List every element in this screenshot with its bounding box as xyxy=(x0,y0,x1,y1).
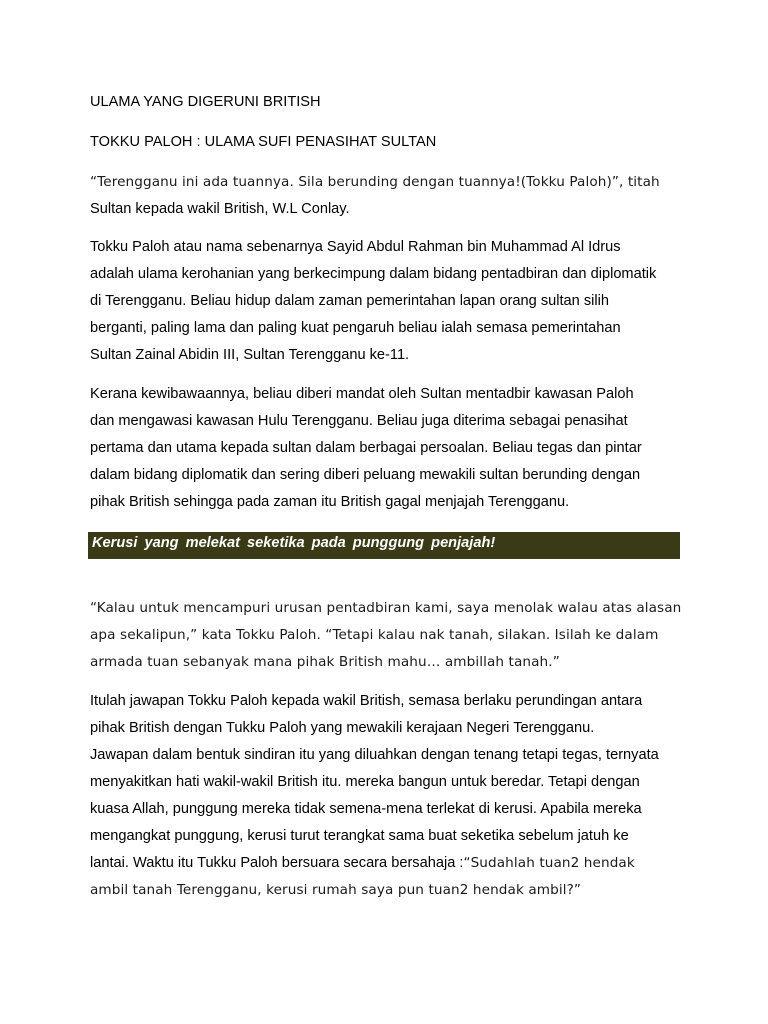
quote-line: Sultan kepada wakil British, W.L Conlay. xyxy=(90,201,350,217)
paragraph-line: pihak British dengan Tukku Paloh yang mewakili kerajaan Negeri Terengganu. xyxy=(90,720,595,736)
paragraph-line xyxy=(90,853,635,873)
document-title: ULAMA YANG DIGERUNI BRITISH xyxy=(90,94,321,110)
quote-line: “Terengganu ini ada tuannya. Sila berunding dengan tuannya!(Tokku Paloh)”, titah xyxy=(90,174,660,190)
paragraph-line: Jawapan dalam bentuk sindiran itu yang diluahkan dengan tenang tetapi tegas, ternyata xyxy=(90,747,659,763)
section-heading-banner xyxy=(88,532,680,559)
paragraph-line: berganti, paling lama dan paling kuat pengaruh beliau ialah semasa pemerintahan xyxy=(90,320,621,336)
paragraph-text: lantai. Waktu itu Tukku Paloh bersuara secara bersahaja : xyxy=(90,855,464,871)
document-subtitle: TOKKU PALOH : ULAMA SUFI PENASIHAT SULTAN xyxy=(90,134,437,150)
paragraph-line: pihak British sehingga pada zaman itu British gagal menjajah Terengganu. xyxy=(90,494,570,510)
paragraph-line: menyakitkan hati wakil-wakil British itu. mereka bangun untuk beredar. Tetapi dengan xyxy=(90,774,640,790)
paragraph-line: ambil tanah Terengganu, kerusi rumah saya pun tuan2 hendak ambil?” xyxy=(90,882,582,898)
paragraph-line: Kerana kewibawaannya, beliau diberi mandat oleh Sultan mentadbir kawasan Paloh xyxy=(90,386,634,402)
paragraph-line: Sultan Zainal Abidin III, Sultan Terengganu ke-11. xyxy=(90,347,410,363)
paragraph-line: mengangkat punggung, kerusi turut terangkat sama buat seketika sebelum jatuh ke xyxy=(90,828,629,844)
closing-quote-start: “Sudahlah tuan2 hendak xyxy=(463,855,635,871)
paragraph-line: dan mengawasi kawasan Hulu Terengganu. Beliau juga diterima sebagai penasihat xyxy=(90,413,628,429)
paragraph-line: di Terengganu. Beliau hidup dalam zaman pemerintahan lapan orang sultan silih xyxy=(90,293,609,309)
quote-line: apa sekalipun,” kata Tokku Paloh. “Tetapi kalau nak tanah, silakan. Isilah ke dalam xyxy=(90,627,659,643)
paragraph-line: adalah ulama kerohanian yang berkecimpung dalam bidang pentadbiran dan diplomatik xyxy=(90,266,657,282)
paragraph-line: kuasa Allah, punggung mereka tidak semena-mena terlekat di kerusi. Apabila mereka xyxy=(90,801,642,817)
quote-line: armada tuan sebanyak mana pihak British mahu… ambillah tanah.” xyxy=(90,654,560,670)
paragraph-line: pertama dan utama kepada sultan dalam berbagai persoalan. Beliau tegas dan pintar xyxy=(90,440,642,456)
paragraph-line: dalam bidang diplomatik dan sering diberi peluang mewakili sultan berunding dengan xyxy=(90,467,641,483)
paragraph-line: Tokku Paloh atau nama sebenarnya Sayid Abdul Rahman bin Muhammad Al Idrus xyxy=(90,239,621,255)
quote-line: “Kalau untuk mencampuri urusan pentadbiran kami, saya menolak walau atas alasan xyxy=(90,600,682,616)
paragraph-line: Itulah jawapan Tokku Paloh kepada wakil British, semasa berlaku perundingan antara xyxy=(90,693,643,709)
section-heading: Kerusi yang melekat seketika pada punggung penjajah! xyxy=(92,535,496,551)
